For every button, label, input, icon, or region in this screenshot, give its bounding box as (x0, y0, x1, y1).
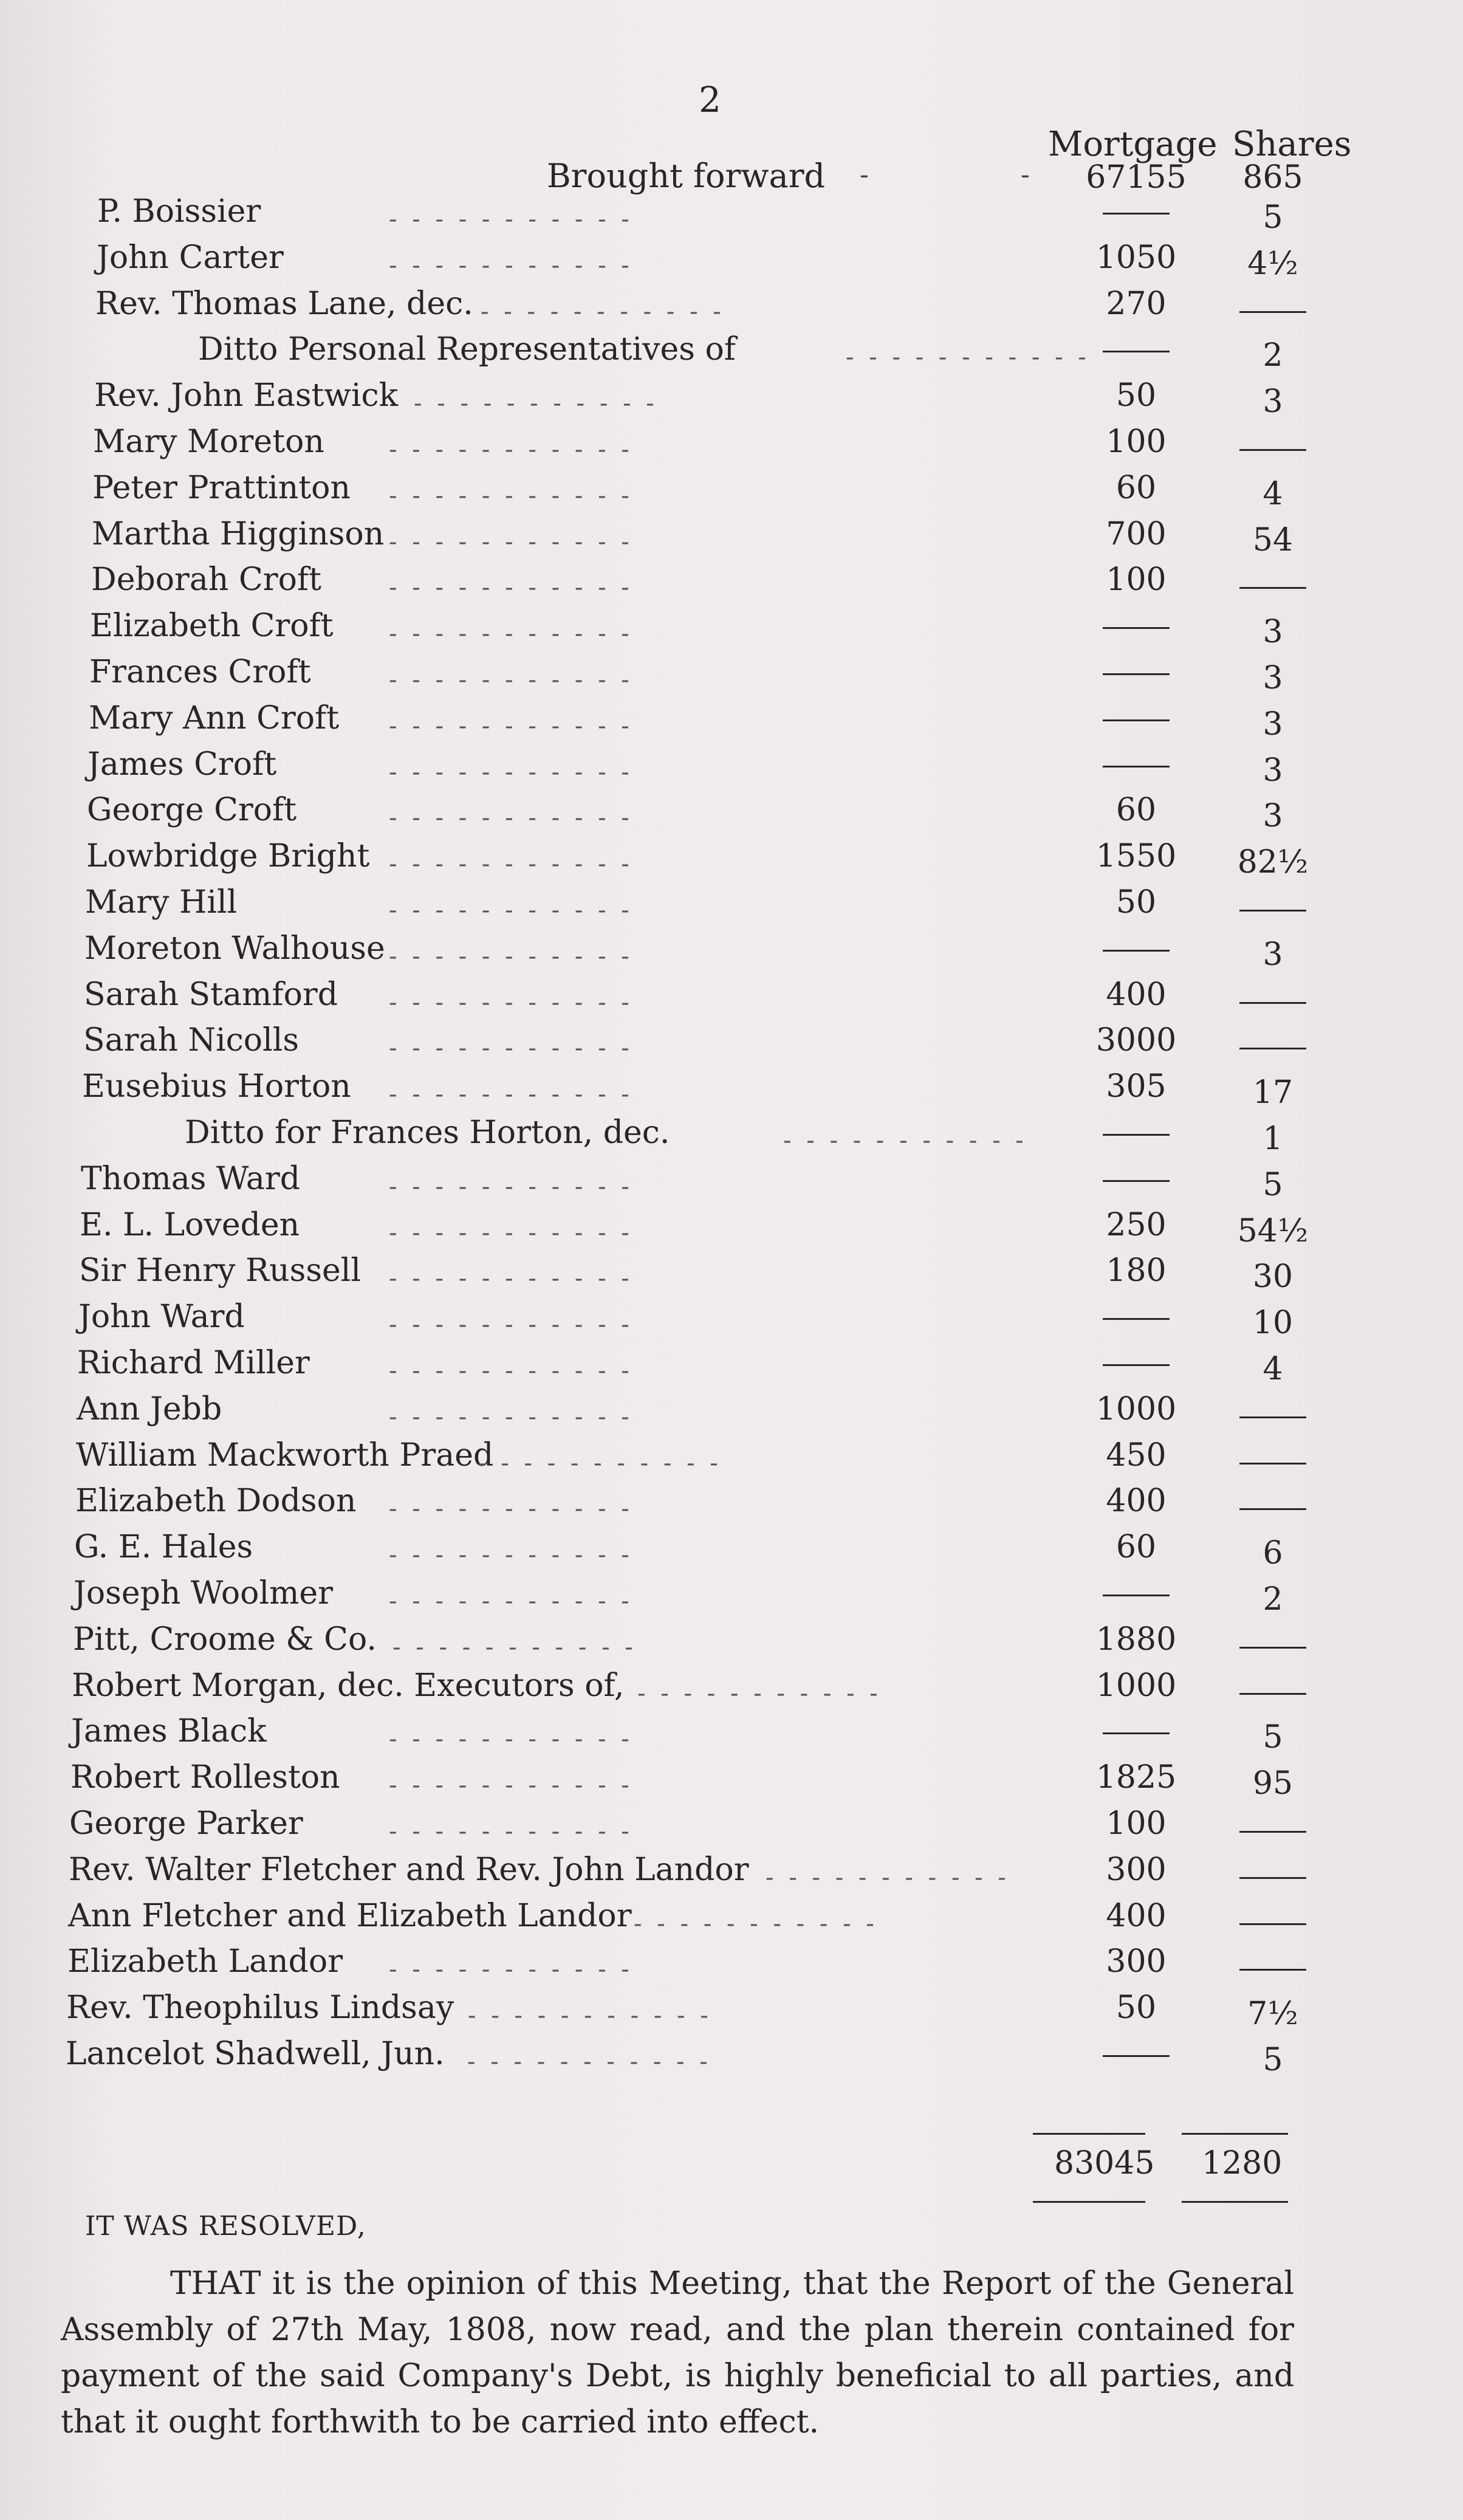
shares-amount: 3 (1263, 752, 1283, 789)
mortgage-amount: 50 (1115, 1990, 1157, 2027)
subscriber-name: Moreton Walhouse (84, 930, 385, 967)
subscriber-row (0, 1161, 1463, 1207)
mortgage-amount (1057, 608, 1215, 644)
shares-total-rule (1182, 2133, 1288, 2135)
subscriber-name: Sir Henry Russell (79, 1252, 361, 1289)
subscriber-name: Thomas Ward (81, 1160, 301, 1197)
shares-amount: 17 (1252, 1074, 1293, 1111)
shares-amount: 7½ (1247, 1996, 1298, 2033)
mortgage-amount (1057, 1114, 1215, 1151)
leader-dashes: - - - - - - - - - - - (467, 2048, 711, 2076)
mortgage-amount (1057, 1575, 1215, 1612)
leader-dashes: - - - - - - - - - - - (389, 988, 633, 1017)
subscriber-row (0, 516, 1463, 562)
shares-amount: 3 (1263, 383, 1283, 421)
subscriber-row (0, 1437, 1463, 1483)
subscriber-name: Rev. John Eastwick (94, 377, 399, 414)
leader-dashes: - - - - - - - - - - - (389, 1725, 633, 1754)
blank-entry-rule (1239, 910, 1306, 912)
subscriber-row (0, 424, 1463, 470)
shares-amount: 4 (1263, 475, 1283, 512)
leader-dashes: - - - - - - - - - - - (389, 1357, 633, 1385)
leader-dashes: - - - - - - - - - - - (389, 205, 633, 233)
mortgage-amount: 270 (1106, 285, 1167, 322)
subscriber-name: Rev. Walter Fletcher and Rev. John Landor (69, 1851, 749, 1888)
leader-dashes: - - - - - - - - - - - (389, 1955, 633, 1984)
brought-forward-mortgage: 67155 (1086, 159, 1187, 196)
subscriber-row (0, 331, 1463, 377)
mortgage-amount: 250 (1106, 1206, 1167, 1243)
shares-amount (1221, 1627, 1324, 1664)
subscriber-row (0, 2036, 1463, 2082)
mortgage-amount: 1000 (1095, 1667, 1177, 1704)
subscriber-row (0, 1252, 1463, 1299)
subscriber-row (0, 977, 1463, 1023)
leader-dashes: - - - - - - - - - - - (389, 1218, 633, 1247)
shares-amount: 5 (1263, 1166, 1283, 1203)
resolution-paragraph: THAT it is the opinion of this Meeting, that the Report of the General Assembly of 27th May, 1808, now read, and the plan therein contained for payment of the said Company's Debt, is highly beneficial to all parties, and that it ought forthwith to be carried into effect. (61, 2265, 1294, 2440)
subscriber-name: Sarah Stamford (84, 976, 338, 1013)
mortgage-amount (1057, 193, 1215, 230)
subscriber-name: Mary Hill (85, 884, 238, 921)
blank-entry-rule (1239, 1508, 1306, 1510)
shares-amount: 5 (1263, 1719, 1283, 1756)
separator-dash: - (1021, 159, 1030, 190)
subscriber-name: John Ward (78, 1299, 245, 1336)
subscriber-row (0, 1529, 1463, 1575)
brought-forward-label: Brought forward (547, 157, 826, 195)
leader-dashes: - - - - - - - - - - - (389, 251, 633, 280)
mortgage-amount (1057, 1299, 1215, 1335)
mortgage-amount (1057, 331, 1215, 368)
shares-total-underline (1182, 2201, 1288, 2203)
shares-amount: 2 (1263, 337, 1283, 374)
shares-amount (1221, 1858, 1324, 1894)
leader-dashes: - - - - - - - - - - - (414, 390, 658, 418)
mortgage-amount (1057, 654, 1215, 690)
blank-entry-rule (1103, 1180, 1170, 1182)
leader-dashes: - - - - - - - - - - - (634, 1909, 878, 1938)
mortgage-amount: 1000 (1095, 1390, 1177, 1427)
subscriber-row (0, 1022, 1463, 1068)
shares-amount: 4 (1263, 1351, 1283, 1387)
blank-entry-rule (1239, 1923, 1306, 1925)
mortgage-amount: 1825 (1095, 1759, 1177, 1796)
leader-dashes: - - - - - - - - - - - (389, 1172, 633, 1201)
subscriber-name: Mary Ann Croft (89, 699, 340, 736)
leader-dashes: - - - - - - - - - - - (389, 1311, 633, 1339)
shares-amount (1221, 430, 1324, 466)
shares-amount: 82½ (1237, 844, 1309, 881)
blank-entry-rule (1239, 1877, 1306, 1879)
subscriber-row (0, 193, 1463, 239)
blank-entry-rule (1239, 1416, 1306, 1418)
shares-amount (1221, 568, 1324, 604)
mortgage-amount: 100 (1106, 561, 1167, 599)
subscriber-name: Lancelot Shadwell, Jun. (66, 2036, 445, 2072)
shares-total: 1280 (1202, 2145, 1283, 2182)
subscriber-row (0, 1391, 1463, 1437)
subscriber-row (0, 1345, 1463, 1391)
blank-entry-rule (1103, 950, 1170, 952)
shares-amount (1221, 1811, 1324, 1848)
subscriber-name: George Croft (87, 792, 297, 829)
subscriber-row (0, 1759, 1463, 1805)
mortgage-amount (1057, 746, 1215, 783)
subscriber-row (0, 1114, 1463, 1161)
shares-amount: 1 (1263, 1121, 1283, 1157)
subscriber-name: Martha Higginson (92, 515, 385, 552)
subscriber-row (0, 239, 1463, 286)
subscriber-row (0, 1943, 1463, 1990)
leader-dashes: - - - - - - - - - - - (389, 712, 633, 740)
shares-amount: 3 (1263, 660, 1283, 696)
subscriber-name: Rev. Theophilus Lindsay (66, 1990, 454, 2027)
shares-amount: 30 (1252, 1258, 1293, 1296)
blank-entry-rule (1239, 587, 1306, 589)
subscriber-name: Eusebius Horton (82, 1068, 351, 1105)
blank-entry-rule (1103, 1732, 1170, 1734)
leader-dashes: - - - - - - - - - - - (389, 850, 633, 879)
subscriber-row (0, 1713, 1463, 1759)
leader-dashes: - - - - - - - - - - - (392, 1633, 637, 1661)
subscriber-name: James Black (71, 1713, 267, 1750)
mortgage-amount: 100 (1106, 424, 1167, 460)
leader-dashes: - - - - - - - - - - - (389, 436, 633, 464)
mortgage-amount: 1550 (1095, 838, 1177, 875)
subscriber-name: Richard Miller (77, 1345, 310, 1381)
subscriber-row (0, 1898, 1463, 1944)
brought-forward-shares: 865 (1242, 159, 1303, 196)
subscriber-row (0, 1805, 1463, 1852)
shares-amount (1221, 1674, 1324, 1710)
subscriber-row (0, 1852, 1463, 1898)
blank-entry-rule (1103, 1364, 1170, 1366)
leader-dashes: - - - - - - - - - - - (389, 1587, 633, 1615)
mortgage-amount: 700 (1106, 515, 1167, 552)
mortgage-amount: 1880 (1095, 1621, 1177, 1658)
mortgage-amount (1057, 1713, 1215, 1749)
shares-amount (1221, 890, 1324, 927)
leader-dashes: - - - - - - - - - - - (783, 1127, 1027, 1155)
leader-dashes: - - - - - - - - - - - (846, 343, 1090, 372)
blank-entry-rule (1239, 1002, 1306, 1004)
shares-amount: 4½ (1247, 245, 1298, 282)
subscriber-row (0, 377, 1463, 424)
subscriber-name: Robert Rolleston (70, 1759, 340, 1796)
mortgage-amount: 100 (1106, 1805, 1167, 1842)
blank-entry-rule (1239, 1647, 1306, 1649)
subscriber-row (0, 1483, 1463, 1529)
leader-dashes: - - - - - - - - - - - (389, 942, 633, 970)
subscriber-row (0, 700, 1463, 746)
leader-dashes: - - - - - - - - - - - (389, 1495, 633, 1523)
mortgage-amount: 180 (1106, 1252, 1167, 1289)
blank-entry-rule (1239, 1969, 1306, 1971)
shares-amount: 5 (1263, 2042, 1283, 2078)
blank-entry-rule (1239, 1693, 1306, 1695)
subscriber-name: Peter Prattinton (92, 469, 351, 506)
leader-dashes: - - - - - - - - - - - (478, 1449, 722, 1477)
subscriber-name: John Carter (97, 239, 284, 276)
leader-dashes: - - - - - - - - - - - (389, 1541, 633, 1570)
subscriber-name: E. L. Loveden (80, 1206, 300, 1243)
blank-entry-rule (1239, 1463, 1306, 1464)
blank-entry-rule (1103, 1595, 1170, 1596)
leader-dashes: - - - - - - - - - - - (481, 297, 725, 326)
shares-amount: 3 (1263, 936, 1283, 973)
subscriber-row (0, 1068, 1463, 1114)
mortgage-amount: 1050 (1095, 239, 1177, 276)
shares-amount (1221, 1397, 1324, 1433)
mortgage-column-header: Mortgage (1048, 125, 1218, 164)
blank-entry-rule (1103, 1134, 1170, 1136)
subscriber-name: Deborah Croft (91, 561, 322, 599)
blank-entry-rule (1103, 719, 1170, 721)
subscriber-name: Frances Croft (89, 654, 311, 690)
resolved-heading: IT WAS RESOLVED, (85, 2211, 366, 2242)
subscriber-row (0, 470, 1463, 516)
shares-amount (1221, 983, 1324, 1019)
subscriber-row (0, 1575, 1463, 1621)
subscriber-name: Sarah Nicolls (83, 1022, 300, 1059)
subscriber-row (0, 838, 1463, 884)
mortgage-amount (1057, 930, 1215, 967)
leader-dashes: - - - - - - - - - - - (389, 620, 633, 648)
mortgage-amount: 450 (1106, 1437, 1167, 1474)
blank-entry-rule (1103, 213, 1170, 215)
mortgage-total: 83045 (1054, 2145, 1155, 2182)
subscriber-name: Pitt, Croome & Co. (73, 1621, 377, 1658)
leader-dashes: - - - - - - - - - - - (389, 666, 633, 694)
shares-amount: 54½ (1237, 1212, 1309, 1249)
subscriber-row (0, 1299, 1463, 1345)
subscriber-row (0, 746, 1463, 792)
leader-dashes: - - - - - - - - - - - (637, 1679, 882, 1708)
leader-dashes: - - - - - - - - - - - (389, 758, 633, 786)
leader-dashes: - - - - - - - - - - - (389, 1818, 633, 1845)
mortgage-amount: 400 (1106, 1897, 1167, 1934)
page-number: 2 (699, 79, 721, 120)
subscriber-name: James Croft (87, 746, 277, 783)
blank-entry-rule (1239, 311, 1306, 313)
mortgage-amount: 3000 (1095, 1022, 1177, 1059)
shares-amount (1221, 1904, 1324, 1940)
shares-amount: 2 (1263, 1581, 1283, 1618)
subscriber-row (0, 884, 1463, 930)
shares-amount (1221, 292, 1324, 328)
leader-dashes: - - - - - - - - - - - (389, 574, 633, 602)
subscriber-name: Ann Jebb (77, 1390, 222, 1427)
blank-entry-rule (1103, 1318, 1170, 1320)
subscriber-name: Robert Morgan, dec. Executors of, (72, 1667, 625, 1704)
leader-dashes: - - - - - - - - - - - (389, 1265, 633, 1293)
subscriber-name: Lowbridge Bright (86, 838, 370, 875)
shares-amount (1221, 1949, 1324, 1986)
mortgage-total-underline (1033, 2201, 1145, 2203)
leader-dashes: - - - - - - - - - - - (389, 527, 633, 556)
blank-entry-rule (1103, 2055, 1170, 2057)
mortgage-amount (1057, 700, 1215, 736)
subscriber-name: Ditto for Frances Horton, dec. (185, 1114, 670, 1151)
blank-entry-rule (1239, 1831, 1306, 1833)
subscriber-name: George Parker (69, 1805, 303, 1842)
mortgage-amount: 50 (1115, 377, 1157, 414)
leader-dashes: - - - - - - - - - - - (389, 481, 633, 510)
mortgage-amount: 305 (1106, 1068, 1167, 1105)
subscriber-name: G. E. Hales (74, 1529, 253, 1566)
subscriber-name: P. Boissier (97, 193, 261, 230)
subscriber-name: Elizabeth Dodson (75, 1483, 357, 1520)
blank-entry-rule (1239, 1048, 1306, 1049)
mortgage-amount: 300 (1106, 1851, 1167, 1888)
shares-amount: 3 (1263, 706, 1283, 743)
mortgage-amount: 400 (1106, 976, 1167, 1013)
leader-dashes: - - - - - - - - - - - (468, 2002, 712, 2030)
shares-amount: 10 (1252, 1305, 1293, 1342)
shares-column-header: Shares (1232, 125, 1352, 164)
subscriber-name: Joseph Woolmer (74, 1575, 334, 1612)
subscriber-row (0, 608, 1463, 654)
shares-amount: 3 (1263, 614, 1283, 651)
shares-amount: 3 (1263, 798, 1283, 835)
subscriber-row (0, 792, 1463, 838)
shares-amount: 95 (1252, 1765, 1293, 1802)
subscriber-row (0, 1621, 1463, 1667)
subscriber-name: Ditto Personal Representatives of (198, 331, 736, 368)
subscriber-row (0, 561, 1463, 608)
subscriber-row (0, 286, 1463, 332)
subscriber-name: Elizabeth Croft (90, 608, 334, 645)
subscriber-row (0, 1207, 1463, 1253)
shares-amount (1221, 1028, 1324, 1065)
leader-dashes: - - - - - - - - - - - (389, 1034, 633, 1063)
mortgage-amount: 400 (1106, 1483, 1167, 1520)
subscriber-name: Elizabeth Landor (67, 1943, 343, 1980)
subscriber-name: Mary Moreton (93, 424, 324, 460)
mortgage-amount: 60 (1115, 1529, 1157, 1566)
blank-entry-rule (1239, 449, 1306, 451)
shares-amount (1221, 1489, 1324, 1525)
leader-dashes: - - - - - - - - - - - (389, 1771, 633, 1800)
mortgage-amount: 60 (1115, 469, 1157, 506)
mortgage-amount: 60 (1115, 792, 1157, 829)
shares-amount (1221, 1443, 1324, 1480)
subscriber-row (0, 1667, 1463, 1714)
subscriber-name: William Mackworth Praed (76, 1437, 494, 1474)
shares-amount: 6 (1263, 1535, 1283, 1572)
subscriber-name: Rev. Thomas Lane, dec. (95, 285, 473, 322)
shares-amount: 5 (1263, 199, 1283, 236)
mortgage-amount: 300 (1106, 1943, 1167, 1980)
blank-entry-rule (1103, 627, 1170, 629)
blank-entry-rule (1103, 351, 1170, 352)
mortgage-amount (1057, 1345, 1215, 1381)
subscriber-row (0, 1990, 1463, 2036)
blank-entry-rule (1103, 673, 1170, 675)
shares-amount: 54 (1252, 521, 1293, 558)
subscriber-row (0, 930, 1463, 977)
leader-dashes: - - - - - - - - - - - (389, 804, 633, 833)
mortgage-total-rule (1033, 2133, 1145, 2135)
subscriber-row (0, 654, 1463, 700)
leader-dashes: - - - - - - - - - - - (389, 1080, 633, 1109)
mortgage-amount (1057, 2036, 1215, 2072)
mortgage-amount (1057, 1161, 1215, 1197)
mortgage-amount: 50 (1115, 884, 1157, 921)
leader-dashes: - - - - - - - - - - - (389, 896, 633, 924)
leader-dashes: - - - - - - - - - - - (389, 1402, 633, 1431)
blank-entry-rule (1103, 766, 1170, 767)
separator-dash: - (860, 159, 869, 190)
leader-dashes: - - - - - - - - - - - (766, 1863, 1010, 1892)
subscriber-name: Ann Fletcher and Elizabeth Landor (68, 1897, 632, 1934)
